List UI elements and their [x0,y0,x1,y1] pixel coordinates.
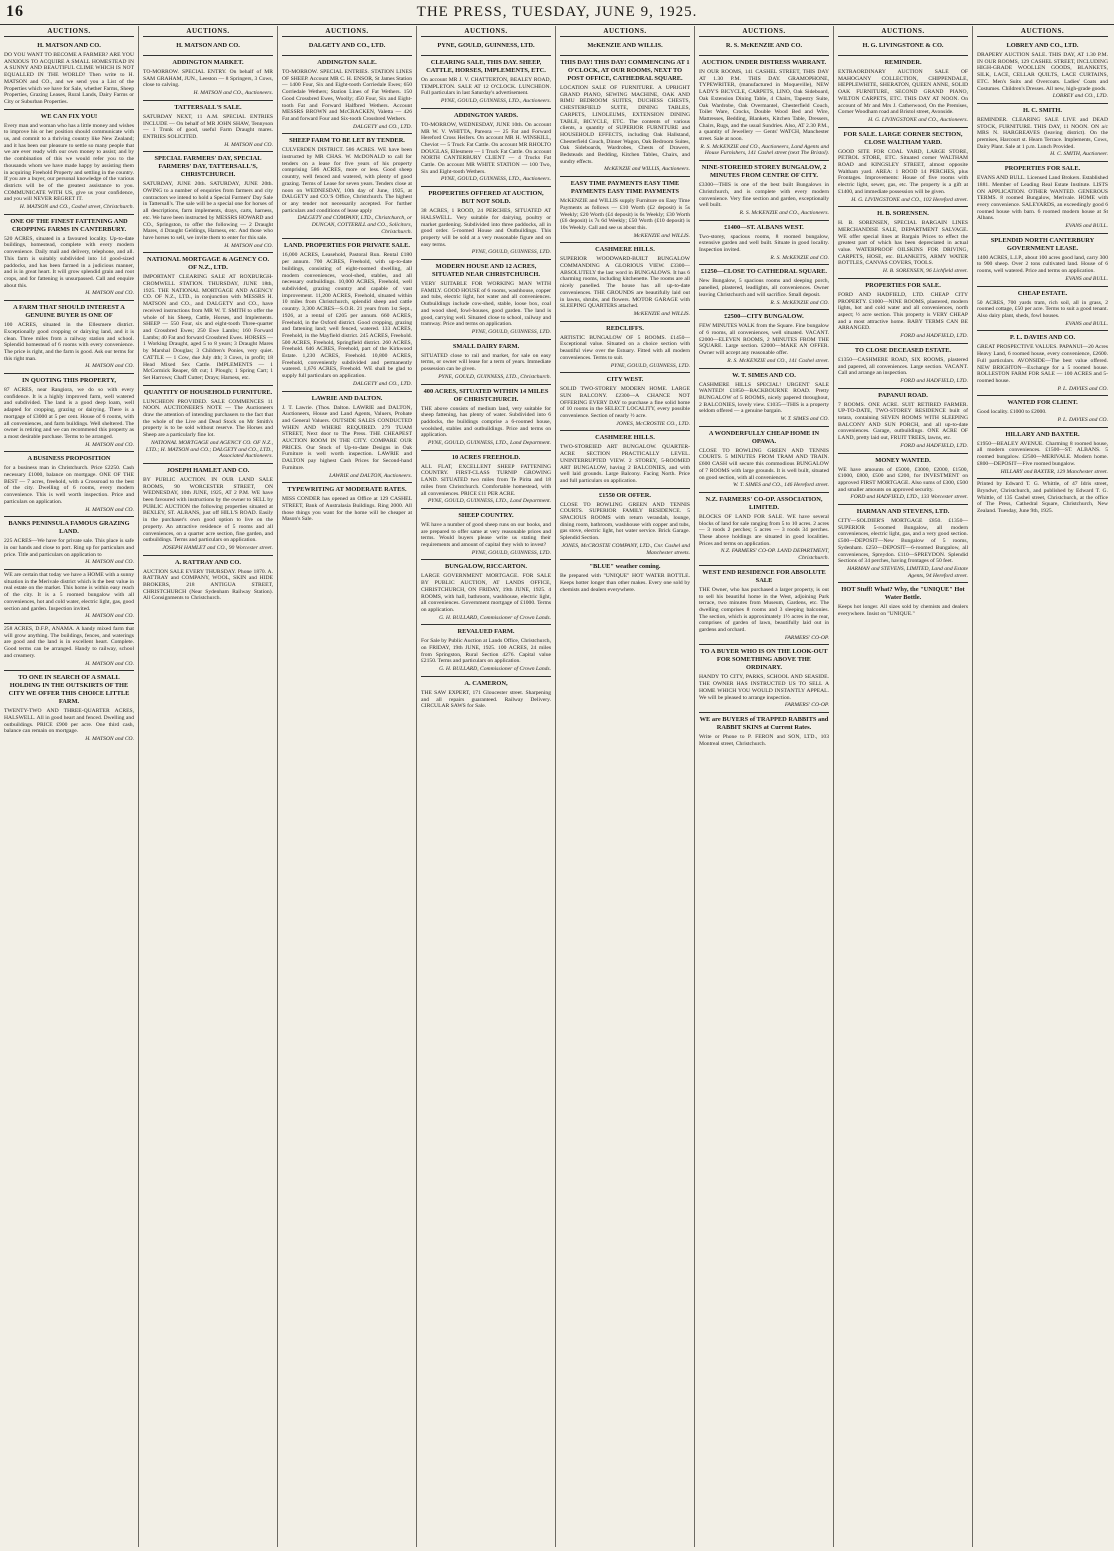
advertisement [977,234,1108,287]
ad-signature: H. G. LIVINGSTONE and CO., Auctioneers. [868,116,968,123]
ad-title: CLEARING SALE, THIS DAY. SHEEP, CATTLE, HORSES, IMPLEMENTS, ETC. [426,59,546,74]
column-1 [0,26,139,1547]
ad-signature: G. H. BULLARD, Commissioner of Crown Lands. [439,666,551,673]
ad-body: IMPORTANT CLEARING SALE AT ROXBURGH-CROMWELL STATION. THURSDAY, JUNE 18th, 1925. THE NATIONAL MORTGAGE AND AGENCY CO. OF N.Z., LTD., in conjunction with MESSRS H. MATSON and CO., and DALGETY and CO., have received instructions from MR W. T. SMITH to offer the whole of his Sheep, Cattle, Horses, and Implements. SHEEP — 550 Four, six and eight-tooth Three-quarter and Crossbred Ewes; 250 Ewe Lambs; 160 Forward Lambs; 40 Fat and forward Crossbred Ewes. HORSES — 1 Working Draught, aged 5 to 8 years; 3 Draught Mares by Marshal Douglas; 3 Children's Ponies, very quiet. CATTLE — 1 Cow, due July 4th; 3 Cows, in profit; 18 Head Mixed Sex Cattle. IMPLEMENTS — 1 McCormick Reaper, 6ft cut; 1 Plough; 1 Spring Cart; 1 Set Harrows; Chaff Cutter; Drays; Harness, etc. [143,274,273,381]
ad-body: LUNCHEON PROVIDED. SALE COMMENCES 11 NOON. AUCTIONEER'S NOTE — The Auctioneers draw the attention of intending purchasers to the fact that the whole of the Live and Dead Stock on Mr Smith's property is to be sold without reserve. The Horses and Sheep are a particularly fine lot. [143,398,273,439]
ad-title: HARMAN AND STEVENS, LTD. [856,508,950,516]
ad-signature: PYNE, GOULD, GUINNESS, LTD. [471,328,551,335]
ad-body: SATURDAY NEXT, 11 A.M. SPECIAL ENTRIES INCLUDE — On behalf of MR JOHN SHAW, Tennyson — 1 Trunk of good, useful Farm Draught mares. ENTRIES SOLICITED. [143,113,273,140]
ad-title: PROPERTIES FOR SALE. [1004,165,1081,173]
ad-title: LOBREY AND CO., LTD. [1006,42,1079,49]
ad-body: GOOD SITE FOR COAL YARD, LARGE STORE, PETROL STORE, ETC. Situated corner WALTHAM ROAD and KINGSLEY STREET, almost opposite Waltham yard. AREA: 1 ROOD 14 PERCHES, plus Frontages. Improvements: House of five rooms with electric light, sewer, gas, etc. The property is a gift at £1400, and immediate possession will be given. [838,148,968,195]
ad-body: WE have amounts of £5000, £3000, £2000, £1500, £1000, £800, £500 and £200, for INVESTMENT on approved FIRST MORTGAGE. Also sums of £300, £500 and smaller amounts on approved security. [838,466,968,493]
advertisement [421,340,551,385]
column-4 [417,26,556,1547]
ad-body: 520 ACRES, situated in a favoured locality. Up-to-date buildings, homestead, complete with every modern convenience. Daily mail and delivery, telephone, and all. This farm is suitably subdivided into 14 good-sized paddocks, and has been farmed in a judicious manner, and is in great heart. It will grow splendid grain and root crops, and for fattening is unsurpassed. Call and enquire about this. [4,235,134,289]
ad-signature: R. S. McKENZIE and CO., 141 Cashel street. [727,357,829,364]
ad-title: REVALUED FARM. [457,628,515,636]
advertisement [421,56,551,109]
ad-body: CLOSE TO BOWLING GREEN AND TENNIS COURTS. SUPERIOR FAMILY RESIDENCE. 5 SPACIOUS ROOMS with return verandah, lounge, dining room, bathroom, washhouse with copper and tubs, gas stove, electric light, hot water service. Brick Garage. Splendid Section. [560,501,690,542]
advertisement [4,624,134,671]
ad-body: 100 ACRES, situated in the Ellesmere district. Exceptionally good cropping or dairying land, and it is clean. Three miles from a railway station and school. Splendid homestead of 6 rooms with every convenience. The price is right, and the farm is good. Ask our terms for this right man. [4,322,134,362]
column-heading: AUCTIONS. [4,26,134,37]
ad-body: Printed by Edward T. G. Whittle, of 47 Idris street, Bryndwr, Christchurch, and published by Edward T. G. Whittle, of 135 Cashel street, Christchurch, at the office of The Press, Cathedral Square, Christchurch, New Zealand. Tuesday, June 9th, 1925. [977,481,1108,515]
ad-body: GREAT PROSPECTIVE VALUES. PAPANUI—20 Acres Heavy Land, 6 roomed house, every convenience, £2600. Full particulars. AVONSIDE—The best value offered. NEW BRIGHTON—Exchange for a 5 roomed house. ROLLESTON FARM FOR SALE — 100 ACRES and 5-roomed house. [977,344,1108,384]
ad-title: "BLUE" weather coming. [589,563,661,571]
ad-title: R. S. McKENZIE AND CO. [725,42,803,49]
ad-title: SPLENDID NORTH CANTERBURY GOVERNMENT LEASE. [990,236,1095,252]
ad-title: CHEAP ESTATE. [1017,289,1068,297]
ad-signature: EVANS and BULL. [1065,223,1108,230]
ad-title: ADDINGTON MARKET. [172,59,244,66]
ad-title: BUNGALOW, RICCARTON. [445,563,527,571]
ad-body: McKENZIE and WILLIS supply Furniture on Easy Time Payments as follows — £10 Worth (£2 deposit) is 5s Weekly; £20 Worth (£4 deposit) is 6s Weekly; £30 Worth (£6 deposit) is 7s 6d Weekly; £50 Worth (£10 deposit) is 10s Weekly. Call and see us about this. [560,198,690,231]
ad-body: 225 ACRES—We have for private sale. This place is safe in our hands and close to port. Ring up for particulars and price. Title and particulars on application to [4,538,134,558]
ad-signature: W. T. SIMES and CO., 146 Hereford street. [732,482,829,489]
advertisement [143,56,273,101]
ad-title: WE are BUYERS of TRAPPED RABBITS and RABBIT SKINS at Current Rates. [699,716,829,731]
column-heading: AUCTIONS. [560,26,690,37]
ad-body: BLOCKS OF LAND FOR SALE. WE have several blocks of land for sale ranging from 5 to 10 acres. 2 acres — 3 roods 2 perches; 5 acres — 3 roods 34 perches. These above holdings are situated in good localities. Prices and terms on application. [699,513,829,547]
ad-signature: R. S. McKENZIE and CO. [770,254,829,261]
ad-body: ARTISTIC BUNGALOW OF 5 ROOMS. £1450—Exceptional value. Situated on a choice section with beautiful view over the Estuary. Fitted with all modern conveniences. Terms to suit. [560,334,690,361]
advertisement [699,39,829,56]
column-5 [556,26,695,1547]
ad-title: CASHMERE HILLS. [595,246,655,254]
ad-signature: PYNE, GOULD, GUINNESS, LTD., Christchurch. [438,373,551,380]
advertisement [143,152,273,253]
advertisement [838,207,968,279]
advertisement [560,56,690,177]
ad-body: LARGE GOVERNMENT MORTGAGE. FOR SALE BY PUBLIC AUCTION, AT LANDS OFFICE, CHRISTCHURCH, ON FRIDAY, 19th JUNE, 1925. 4 ROOMS, with hall, bathroom, washhouse, electric light, all conveniences. Government mortgage of £1000. Terms on application. [421,573,551,613]
advertisement [838,39,968,56]
ad-signature: H. MATSON and CO. [85,290,134,297]
ad-body: BY PUBLIC AUCTION. IN OUR LAND SALE ROOMS, 90 WORCESTER STREET, ON WEDNESDAY, 10th JUNE, 1925, AT 2 P.M. WE have been favoured with instructions by the owner to SELL by PUBLIC AUCTION the following properties situated at BEXLEY, ST. ALBANS, just off HILL'S ROAD. Easily in the purchaser's own good option to live on the property. An attractive residence of 5 rooms and all conveniences, on a quarter acre section, fine garden, and outbuildings. Terms and particulars on application. [143,476,273,544]
ad-title: WANTED FOR CLIENT. [1007,399,1078,407]
ad-title: EASY TIME PAYMENTS EASY TIME PAYMENTS EASY TIME PAYMENTS [570,180,680,196]
ad-title: SPECIAL FARMERS' DAY, SPECIAL FARMERS' DAY, TATTERSALL'S, CHRISTCHURCH. [154,155,262,179]
ad-body: £1950—BEALEY AVENUE. Charming 8 roomed house, all modern conveniences. £1500—ST. ALBANS. 5 roomed bungalow. £2500—MERIVALE. Modern home. £800—DEPOSIT—Five roomed bungalow. [977,440,1108,467]
ad-title: ADDINGTON YARDS. [453,111,519,119]
ad-title: MODERN HOUSE AND 12 ACRES, SITUATED NEAR CHRISTCHURCH. [431,263,540,279]
ad-body: TO-MORROW. SPECIAL ENTRY. On behalf of MR SAM GRAHAM, JUN., Leeston — 8 Springers, 3 Cows, close to calving. [143,69,273,89]
ad-signature: H. MATSON and CO. [85,363,134,370]
ad-body: EXTRAORDINARY AUCTION SALE OF MAHOGANY COLLECTION, CHIPPENDALE, HEPPLEWHITE, SHERATON, QUEEN ANNE, SOLID OAK FURNITURE, SECOND GRAND PIANO, WILTON CARPETS, ETC. THIS DAY AT NOON. On account of Mr and Mrs J. Catherwood, On the Premises, Corner Woodham road and Bristol street, Avonside. [838,69,968,116]
advertisement [4,570,134,624]
column-heading: AUCTIONS. [838,26,968,37]
ad-body: REMINDER. CLEARING SALE LIVE and DEAD STOCK, FURNITURE. THIS DAY, 11 NOON. ON a/c MRS N. HARGREAVES (leaving district). On the premises, Harcourt st. Hearn Terrace. Implements, Cows, Dairy Plant. Sale at 1 p.m. Lunch Provided. [977,116,1108,150]
advertisement [699,493,829,566]
advertisement [4,39,134,110]
ad-title: REMINDER. [884,59,922,66]
ad-title: A. RATTRAY AND CO. [175,558,241,566]
ad-signature: DALGETY and CO., LTD. [353,380,412,387]
ad-body: £3300—THIS is one of the best built Bungalows in Christchurch, and is complete with every modern convenience. Very fine section and garden, exceptionally well built. [699,182,829,209]
advertisement [977,428,1108,480]
advertisement [143,101,273,153]
ad-signature: N.Z. FARMERS' CO-OP. LAND DEPARTMENT, Christchurch. [720,548,829,562]
ad-title: LAND. PROPERTIES FOR PRIVATE SALE. [284,242,410,250]
ad-signature: P. L. DAVIES and CO. [1057,417,1108,424]
advertisement [560,560,690,596]
ad-title: McKENZIE AND WILLIS. [587,42,663,49]
advertisement [421,560,551,625]
ad-title: £1400—ST. ALBANS WEST. [724,223,804,231]
ad-title: TO ONE IN SEARCH OF A SMALL HOLDING IN THE OUTSKIRTS OF THE CITY WE OFFER THIS CHOICE LITTLE FARM. [8,674,130,706]
ad-body: TWENTY-TWO AND THREE-QUARTER ACRES, HALSWELL. All in good heart and fenced. Dwelling and outbuildings. PRICE £900 per acre. One third cash, balance can remain on mortgage. [4,708,134,735]
ad-signature: FARMERS' CO-OP. [784,702,829,709]
advertisement [143,464,273,556]
ad-title: 10 ACRES FREEHOLD. [451,453,521,461]
ad-title: N.Z. FARMERS' CO-OP. ASSOCIATION, LIMITED. [705,495,823,511]
ad-body: AUCTION SALE EVERY THURSDAY. Phone 1870. A. RATTRAY and COMPANY, WOOL, SKIN and HIDE BROKERS, 218 ANTIGUA STREET, CHRISTCHURCH (Near Sydenham Railway Station). All Consignments to Christchurch. [143,568,273,602]
column-heading: AUCTIONS. [282,26,412,37]
advertisement [143,39,273,56]
ad-signature: FORD and HADFIELD, LTD. [900,333,968,340]
ad-title: NATIONAL MORTGAGE & AGENCY CO. OF N.Z., LTD. [146,256,270,272]
advertisement [977,287,1108,332]
ad-signature: PYNE, GOULD, GUINNESS, LTD., Land Department. [427,440,551,447]
ad-body: DO YOU WANT TO BECOME A FARMER? ARE YOU ANXIOUS TO ACQUIRE A SMALL HOMESTEAD IN A SUNNY AND BEAUTIFUL CLIME WHICH IS NOT EQUALLED IN THE WORLD? Then write to H. MATSON and CO., and we send you a List of the Properties which we have for Sale, whether Farms, Sheep Properties, Grazing Leases, Rural Lands, Dairy Farms or City or Suburban Properties. [4,52,134,105]
ad-title: THIS DAY! THIS DAY! COMMENCING AT 1 O'CLOCK, AT OUR ROOMS, NEXT TO POST OFFICE, CATHEDRAL SQUARE. [560,59,690,82]
ad-signature: LAWRIE and DALTON, Auctioneers. [329,472,412,479]
ad-body: 258 ACRES, D.F.P., ANAMA. A handy mixed farm that will grow anything. The buildings, fences, and waterings are good and the land is in excellent heart. Complete. Good terms can be arranged. Handy to railway, school and creamery. [4,626,134,659]
ad-title: SMALL DAIRY FARM. [452,342,520,350]
ad-signature: EVANS and BULL. [1065,320,1108,327]
ad-signature: PYNE, GOULD, GUINNESS, LTD., Auctioneers. [440,98,551,105]
ad-body: Keeps hot longer. All sizes sold by chemists and dealers everywhere. Insist on "UNIQUE." [838,604,968,618]
ad-title: PROPERTIES OFFERED AT AUCTION, BUT NOT SOLD. [428,190,544,206]
advertisement [282,239,412,391]
ad-signature: McKENZIE and WILLIS. [633,232,690,239]
advertisement [560,177,690,243]
advertisement [977,39,1108,104]
advertisement [421,385,551,451]
ad-signature: DALGETY and CO., LTD. [353,123,412,130]
advertisement [4,301,134,374]
column-7 [834,26,973,1547]
advertisement [560,431,690,488]
advertisement [421,625,551,677]
ad-signature: R. S. McKENZIE and CO., Auctioneers. [739,209,829,216]
ad-title: FOR SALE. LARGE CORNER SECTION, CLOSE WALTHAM YARD. [843,130,963,146]
ad-signature: PYNE, GOULD, GUINNESS, LTD. [471,249,551,256]
ad-signature: DALGETY and COMPANY, LTD., Christchurch, or DUNCAN, COTTERILL and CO., Solicitors, Christchurch. [297,215,412,235]
ad-body: LOCATION SALE OF FURNITURE. A UPRIGHT GRAND PIANO, SEWING MACHINE, OAK AND RIMU BEDROOM SUITES, DUCHESS CHESTS, CHESTERFIELD SUITE, DINING TABLES, CARPETS, LINOLEUMS, EXTENSION DINING TABLE, BICYCLE, ETC. The contents of various clients, a quantity of SUPERIOR FURNITURE and HOUSEHOLD EFFECTS, including Oak Hallstand, Chesterfield Couch, Dinner Wagon, Oak Bedroom Suites, Oak Sideboards, Wardrobes, Chests of Drawers, Bedsteads and Bedding, Kitchen Tables, Chairs, and sundry effects. [560,85,690,165]
advertisement [143,386,273,464]
advertisement [699,427,829,493]
advertisement [977,331,1108,396]
ad-body: SUPERIOR WOODWARD-BUILT BUNGALOW COMMANDING A GLORIOUS VIEW. £3300—ABSOLUTELY the last word in BUNGALOWS. It has 6 charming rooms, including kitchenette. The rooms are all nicely panelled. The house has all up-to-date conveniences. THE GROUNDS are beautifully laid out in lawns, shrubs, and flowers. MOTOR GARAGE with SLEEPING QUARTERS attached. [560,256,690,310]
ad-title: PROPERTIES FOR SALE. [865,281,941,289]
advertisement [143,556,273,606]
ad-body: HANDY TO CITY, PARKS, SCHOOL AND SEASIDE. THE OWNER HAS INSTRUCTED US TO SELL A HOME WHICH YOU WOULD INSTANTLY APPEAL. We will be pleased to arrange inspection. [699,674,829,701]
ad-signature: FORD and HADFIELD, LTD. [900,442,968,449]
ad-title: H. C. SMITH. [1023,106,1062,114]
ad-body: TWO-STOREIED ART BUNGALOW. QUARTER-ACRE SECTION PRACTICALLY LEVEL. UNINTERRUPTED VIEW. 2 STOREY, 5-ROOMED ART BUNGALOW, having 2 BALCONIES, and with well laid grounds. Large Balcony. Facing North. Price and full particulars on application. [560,444,690,484]
ad-title: ADDINGTON SALE. [317,59,377,66]
ad-signature: LOBREY and CO., LTD. [1052,93,1108,100]
ad-body: WE are certain that today we have a HOME with a sunny situation in the Merivale district which is the best value in real estate on the market. This home is within easy reach of the city. It is a 5 roomed bungalow with all conveniences, hot and cold water, electric light, gas, good section and garden. Inspection invited. [4,572,134,612]
ad-title: £2500—CITY BUNGALOW. [724,313,804,321]
ad-title: MONEY WANTED. [875,456,931,464]
ad-signature: FORD and HADFIELD, LTD. [900,377,968,384]
ad-body: 38 ACRES, 1 ROOD, 24 PERCHES, SITUATED AT HALSWELL. Very suitable for dairying, poultry or market gardening. Subdivided into three paddocks, all in good order. 5-roomed House and Outbuildings. This property will be sold at a very reasonable figure and on easy terms. [421,208,551,248]
advertisement [421,451,551,509]
ad-signature: H. MATSON and CO. [224,242,273,249]
ad-title: DALGETY AND CO., LTD. [308,42,386,49]
advertisement [977,104,1108,162]
ad-title: HILLARY AND BAXTER. [1005,430,1080,438]
ad-title: A. CAMERON, [464,679,508,687]
ad-body: SATURDAY, JUNE 20th. SATURDAY, JUNE 20th. OWING to a number of enquiries from farmers and city contractors we intend to hold a Special Farmers' Day Sale in Tattersall's. The sale will be a special one for horses of all descriptions, farm implements, drays, carts, harness, etc. We have been instructed by MESSRS HOWARD and CO., Springston, to offer the following — 2 Draught Mares, 4 Draught Geldings, Harness, etc. And those who have horses to sell, we invite them to enter for this sale. [143,181,273,241]
advertisement [4,374,134,452]
ad-title: H. B. SORENSEN. [877,210,929,218]
ad-signature: G. H. BULLARD, Commissioner of Crown Lands. [439,614,551,621]
ad-signature: PYNE, GOULD, GUINNESS, LTD., Auctioneers. [440,176,551,183]
ad-title: PYNE, GOULD, GUINNESS, LTD. [437,42,535,49]
ad-signature: H. B. SORENSEN, 96 Lichfield street. [882,268,968,275]
advertisement [699,221,829,266]
advertisement [143,253,273,385]
ad-body: THE SAW EXPERT, 171 Gloucester street. Sharpening and all repairs guaranteed. Railway Delivery. CIRCULAR SAWS for Sale. [421,689,551,710]
ad-signature: McKENZIE and WILLIS, Auctioneers. [604,166,690,173]
ad-title: SHEEP COUNTRY. [458,511,514,519]
advertisement [421,109,551,187]
ad-body: Write or Phone to P. FERON and SON, LTD., 103 Montreal street, Christchurch. [699,734,829,747]
ad-title: H. G. LIVINGSTONE & CO. [862,42,944,49]
ad-body: On account MR J. V. CHATTERTON, BEALEY ROAD, TEMPLETON. SALE AT 12 O'CLOCK. LUNCHEON. Full particulars in last Saturday's advertisement. [421,77,551,97]
ad-signature: R. S. McKENZIE and CO., Auctioneers, Land Agents and House Furnishers, 141 Cashel street (next The Bristol). [700,143,829,157]
advertisement [282,56,412,134]
column-8 [973,26,1112,1547]
ad-title: TO CLOSE DECEASED ESTATE. [854,346,952,354]
ad-title: QUANTITY OF HOUSEHOLD FURNITURE. [143,388,273,396]
advertisement [699,369,829,427]
ad-signature: H. MATSON and CO. [85,441,134,448]
ad-body: VERY SUITABLE FOR WORKING MAN WITH FAMILY. GOOD HOUSE of 6 rooms, washhouse, copper and tubs, electric light, hot water and all conveniences. Outbuildings include cow-shed, stable, loose box, coal and wood shed, fowl-houses, good garden. The land is good, carrying well. Situated close to school, railway and tramway. Price and terms on application. [421,281,551,328]
ad-signature: HILLARY and BAXTER, 129 Manchester street. [1000,468,1108,475]
ad-body: Be prepared with "UNIQUE" HOT WATER BOTTLE. Keeps hotter longer than other makes. Every one sold by chemists and dealers everywhere. [560,573,690,593]
advertisement [838,389,968,454]
ad-body: H. B. SORENSEN, SPECIAL BARGAIN LINES MERCHANDISE SALE, DEPARTMENT SALVAGE. WE offer special lines at Bargain Prices to effect the greatest part of which has been depreciated in actual value. WATERPROOF OILSKINS FOR DRIVING, CARPETS, HOSE, etc. BLANKETS, ARMY WATER BOTTLES, CANVAS COVERS, TOOLS. [838,220,968,267]
advertisement [421,509,551,561]
ad-title: A WONDERFULLY CHEAP HOME IN OPAWA. [708,429,820,445]
advertisement [4,452,134,517]
ad-title: CASHMERE HILLS. [595,434,655,442]
ad-signature: HARMAN and STEVENS, LIMITED, Land and Estate Agents, 94 Hereford street. [847,565,968,579]
ad-title: TATTERSALL'S SALE. [174,103,242,111]
ad-signature: PYNE, GOULD, GUINNESS, LTD., Land Department. [427,498,551,505]
ad-title: TYPEWRITING AT MODERATE RATES. [287,486,407,494]
ad-title: WE CAN FIX YOU! [40,112,98,120]
column-heading: AUCTIONS. [977,26,1108,37]
ad-body: J. T. Lawrie. (Thos. Dalton. LAWRIE and DALTON, Auctioneers, House and Land Agents, Valuers, Probate and General Valuers. OUTSIDE SALES CONDUCTED WHEN AND WHERE REQUIRED. 279 TUAM STREET, Next door to The Press. THE CHEAPEST AUCTION ROOM IN THE CITY. COMPARE OUR PRICES. Our Stock of Up-to-date Designs in Oak Furniture is well worth inspection. LAWRIE and DALTON pay highest Cash Prices for Second-hand Furniture. [282,404,412,471]
ad-title: A FARM THAT SHOULD INTEREST A GENUINE BUYER IS ONE OF [13,304,125,320]
ad-body: MISS CONDER has opened an Office at 129 CASHEL STREET, Bank of Australasia Buildings. Ring 2000. All those things you want for the home will be cheaper at Mason's Sale. [282,496,412,523]
ad-title: IN QUOTING THIS PROPERTY, [22,377,116,385]
ad-body: £1350—CASHMERE ROAD, SIX ROOMS, plastered and papered, all conveniences. Large section. VACANT. Call and arrange an inspection. [838,356,968,377]
ad-body: THE above consists of medium land, very suitable for sheep fattening, has plenty of water. Subdivided into 6 paddocks, the buildings comprise a 6-roomed house, woolshed, stables and outbuildings. Price and terms on application. [421,405,551,439]
advertisement [838,583,968,620]
advertisement [560,243,690,321]
ad-title: ONE OF THE FINEST FATTENING AND CROPPING FARMS IN CANTERBURY. [10,217,128,233]
ad-body: FEW MINUTES WALK from the Square. Fine bungalow of 6 rooms, all conveniences, well situated. VACANT. £2000—ELEVEN ROOMS, 2 MINUTES FROM THE SQUARE. Large section. £2000—MAKE AN OFFER. Owner will accept any reasonable offer. [699,323,829,357]
advertisement [560,39,690,56]
column-heading: AUCTIONS. [699,26,829,37]
ad-signature: H. C. SMITH, Auctioneer. [1050,151,1108,158]
ad-signature: H. MATSON and CO. [85,736,134,743]
advertisement [4,215,134,301]
ad-title: A BUSINESS PROPOSITION [27,455,111,463]
advertisement [699,161,829,221]
ad-signature: JONES, McCROSTIE COMPANY, LTD., Cnr. Cashel and Manchester streets. [561,542,690,556]
advertisement [838,128,968,208]
newspaper-title: THE PRESS, TUESDAY, JUNE 9, 1925. [416,3,698,20]
ad-body: Two-storey, spacious rooms, 8 roomed bungalow, extensive garden and well built. Situate in good locality. Inspection invited. [699,233,829,254]
ad-signature: H. MATSON and CO. [224,141,273,148]
ad-signature: EVANS and BULL. [1065,275,1108,282]
ad-body: DRAPERY AUCTION SALE. THIS DAY, AT 1.30 P.M. IN OUR ROOMS, 129 CASHEL STREET, INCLUDING HIGH-GRADE WOOLLEN GOODS, BLANKETS, SILK, LACE, CELLAR QUILTS, LACE CURTAINS, ETC. Men's Suits and Overcoats. Ladies' Coats and Costumes. Children's Dresses. All new, high-grade goods. [977,52,1108,92]
ad-signature: H. MATSON and CO. [85,559,134,566]
ad-title: NINE-STOREIED STOREY BUNGALOW, 2 MINUTES FROM CENTRE OF CITY. [701,164,827,180]
ad-body: TO-MORROW. SPECIAL ENTRIES. STATION LINES OF SHEEP. Account MR C. H. ENSOR, St James Station — 1400 Four, Six and Eight-tooth Corriedale Ewes; 650 Corriedale Wethers; Station Lines of Fat Wethers. 150 Good Crossbred Ewes, Woolly; 450 Four, Six and Eight-tooth Fat and Forward Halfbred Wethers. Account MESSRS BROWN and McCRACKEN, Valetta — 426 Fat and forward Four and Six-tooth Crossbred Wethers. [282,69,412,122]
ad-signature: JONES, McCROSTIE CO., LTD. [616,420,690,427]
masthead [0,0,1114,25]
ad-title: CITY WEST. [606,376,644,384]
ad-body: THE Owner, who has purchased a larger property, is out to sell his beautiful home in the West, adjoining Park terrace, two minutes from Museum, Gardens, etc. The dwelling comprises 8 rooms and 3 sleeping balconies. The section, which is approximately 1½ acres in the rear, comprises of garden of lawn, beautifully laid out in gardens and orchard. [699,586,829,634]
advertisement [699,645,829,713]
ad-signature: R. S. McKENZIE and CO. [770,299,829,306]
advertisement [699,713,829,750]
ad-body: New Bungalow, 5 spacious rooms and sleeping porch, panelled, plastered, leadlights, all conveniences. Owner leaving Christchurch and will sacrifice. Small deposit. [699,278,829,298]
ad-body: SITUATED close to rail and market, for sale on easy terms, or owner will lease for a term of years. Immediate possession can be given. [421,352,551,373]
advertisement [838,454,968,506]
ad-body: Every man and woman who has a little money and wishes to improve his or her position should communicate with us, and commit to a thriving country like New Zealand; and it has been our pleasure to settle so many people that we are ever ready with our own money to assist; and by the combination of this we would refer you to the thousands whom we have made happy by assisting them in acquiring Freehold Property and settling in the country. If you are a buyer, our personal knowledge of the various districts will be of the greatest assistance to you. COMMUNICATE WITH US, give us your confidence, and you will NEVER REGRET IT. [4,122,134,203]
ad-title: H. MATSON AND CO. [176,42,240,49]
ad-title: BANKS PENINSULA FAMOUS GRAZING LAND. [8,520,130,536]
ad-title: JOSEPH HAMLET AND CO. [166,466,250,474]
advertisement [699,265,829,310]
ad-body: ALL FLAT, EXCELLENT SHEEP FATTENING COUNTRY. FIRST-CLASS TURNIP GROWING LAND. SITUATED two miles from Te Pirita and 18 miles from Christchurch. Comfortable homestead, with all conveniences. PRICE £11 PER ACRE. [421,463,551,497]
ad-title: TO A BUYER WHO IS ON THE LOOK-OUT FOR SOMETHING ABOVE THE ORDINARY. [700,648,828,672]
advertisement [421,677,551,713]
ad-body: 50 ACRES, 700 yards tram, rich soil, all in grass, 2 roomed cottage, £50 per acre. Terms to suit a good tenant. Also dairy plant, sheds, fowl houses. [977,299,1108,319]
columns-container [0,26,1114,1547]
advertisement [977,162,1108,234]
ad-body: 16,000 ACRES, Leasehold, Pastoral Run. Rental £180 per annum. 700 ACRES, Freehold, with up-to-date buildings, consisting of eight-roomed dwelling, all modern conveniences, wool-shed, stables, and all necessary outbuildings. 10,000 ACRES, Freehold, well subdivided, grazing country and capable of vast improvement. 11,200 ACRES, Freehold, situated within 10 miles from Christchurch, splendid sheep and cattle country. 3,300 ACRES—S.O.R. 21 years from 1st Sept., 1926, at a rental of £205 per annum. 660 ACRES, Freehold, in the Oxford district. Good cropping, grazing and fattening land; well fenced, watered. 133 ACRES, Freehold, in the Mayfield district. 245 ACRES, Freehold. 500 ACRES, Freehold, Springfield district. 260 ACRES, Freehold. 646 ACRES, Freehold, part of the Kirkwood Estate. 1,230 ACRES, Freehold. 10,800 ACRES, Freehold, conveniently subdivided and permanently watered. 1,676 ACRES, Freehold. WE shall be glad to supply full particulars on application. [282,252,412,380]
ad-signature: McKENZIE and WILLIS. [633,310,690,317]
ad-title: PAPANUI ROAD. [878,391,928,399]
ad-body: SOLID TWO-STOREY MODERN HOME. LARGE SUN BALCONY. £2300—A CHANCE NOT OFFERING EVERY DAY to purchase a fine solid home of 10 rooms in the SELECT LOCALITY, every possible convenience. Section of nearly ½ acre. [560,386,690,420]
ad-body: For Sale by Public Auction at Lands Office, Christchurch, on FRIDAY, 19th JUNE, 1925. 100 ACRES, 24 miles from Springston, Rural Section 4276. Capital value £2150. Terms and particulars on application. [421,638,551,665]
column-heading: AUCTIONS. [143,26,273,37]
ad-signature: PYNE, GOULD, GUINNESS, LTD. [471,549,551,556]
ad-body: IN OUR ROOMS, 141 CASHEL STREET, THIS DAY AT 1.30 P.M. THIS DAY. GRAMOPHONE, TYPEWRITER, (manufactured in Moqueville), NEW LADY'S BICYCLE, CARPETS, LINO, Oak Sideboard, Oak Extension Dining Table, 4 Chairs, Tapestry Suite, Oak Wardrobe, Oak Overmantel, Chesterfield Couch, Toilet Ware, Crocks, Double Wood Bed and Wire, Mattresses, Bedding, Blankets, Kitchen Table, Dressers, Chairs, Rugs, and the usual Sundries. Also, AT 2.30 P.M., a quantity of Jewellery — Gents' WATCH, Manchester street. Sale at noon. [699,69,829,143]
ad-title: P. L. DAVIES AND CO. [1009,334,1076,342]
ad-body: WE have a number of good sheep runs on our books, and are prepared to offer same at very reasonable prices and terms. Would buyers please write us stating their requirements and amount of capital they wish to invest? [421,521,551,549]
ad-body: Good locality. £1000 to £2000. [977,409,1047,416]
advertisement [977,396,1108,427]
advertisement [838,344,968,389]
ad-title: REDCLIFFS. [606,324,644,332]
column-3 [278,26,417,1547]
ad-body: CASHMERE HILLS SPECIAL! URGENT SALE WANTED! £1850—BACKBOURNE ROAD. Pretty BUNGALOW of 5 ROOMS, nicely papered throughout, 2 BALCONIES, lovely view. £1035—THIS is a property seldom offered — a genuine bargain. [699,381,829,415]
advertisement [699,56,829,161]
ad-signature: H. MATSON and CO. [85,506,134,513]
ad-title: SHEEP FARM TO BE LET BY TENDER. [289,137,405,145]
advertisement [838,56,968,128]
ad-body: for a business man in Christchurch. Price £2250. Cash necessary £1000, balance on mortgage. ONE OF THE BEST — 7 acres, freehold, with a Crossroad to the best of the city. Dwelling of 6 rooms, every modern convenience. This is well worth inspection. Price and particulars on application. [4,465,134,505]
advertisement [699,310,829,368]
ad-body: TO-MORROW, WEDNESDAY, JUNE 10th. On account MR W. V. WHITTA, Pareora — 25 Fat and Forward Hereford Cross Heifers. On account MR H. WINSKILL, Cheviot — 5 Truck Fat Cattle. On account MR RHOLTO DOUGLAS, Ellesmere — 1 Truck Fat Cattle. On account NORTH CANTERBURY CLIENT — 4 Trucks Fat Cattle. On account MR WHITE STATION — 100 Two, Six and Eight-tooth Wethers. [421,121,551,175]
ad-signature: FARMERS' CO-OP. [784,634,829,641]
ad-signature: H. G. LIVINGSTONE and CO., 102 Hereford street. [851,196,968,203]
ad-signature: NATIONAL MORTGAGE and AGENCY CO. OF N.Z., LTD.; H. MATSON and CO.; DALGETY and CO., LTD., Associated Auctioneers. [145,439,273,460]
ad-body: EVANS AND BULL. Licensed Land Brokers. Established 1881. Member of Leading Real Estate Institute. LISTS ON APPLICATION. OTHER WANTED. GENEROUS TERMS. 8 roomed Bungalow, Merivale. HOME with every convenience. SALEYARDS, an exceedingly good 6 roomed house with barn. 6 roomed modern house at St Albans. [977,175,1108,222]
ad-title: HOT Stuff! What? Why, the "UNIQUE" Hot Water Bottle. [841,586,965,602]
ad-signature: PYNE, GOULD, GUINNESS, LTD. [610,362,690,369]
ad-body: CULVERDEN DISTRICT. 586 ACRES. WE have been instructed by MR CHAS. W. McDONALD to call for tenders on a lease for five years of his property comprising 586 ACRES, more or less. Good sheep country, well fenced and watered, with plenty of good grazing. Terms of Lease for seven years. Tenders close at noon on WEDNESDAY, 10th day of June, 1925, at DALGETY and CO.'S Office, Christchurch. The highest or any tender not necessarily accepted. For further particulars and conditions of lease apply [282,147,412,214]
advertisement [560,322,690,374]
advertisement [977,479,1108,518]
column-heading: AUCTIONS. [421,26,551,37]
advertisement [560,489,690,561]
ad-title: H. MATSON AND CO. [37,42,101,49]
ad-title: W. T. SIMES AND CO. [732,371,796,379]
ad-body: FORD AND HADFIELD, LTD. CHEAP CITY PROPERTY. £1000—NINE ROOMS, plastered, modern lights, hot and cold water and all conveniences, north aspect; ½ acre section. This property is VERY CHEAP and a most attractive home. BABY TERMS CAN BE ARRANGED. [838,291,968,332]
ad-title: LAWRIE AND DALTON. [311,394,383,402]
ad-signature: H. MATSON and CO. [85,660,134,667]
ad-signature: P. L. DAVIES and CO. [1057,385,1108,392]
advertisement [699,566,829,646]
ad-signature: W. T. SIMES and CO. [780,416,829,423]
advertisement [4,517,134,570]
ad-signature: H. MATSON and CO., Auctioneers. [193,90,273,97]
advertisement [4,110,134,215]
column-6 [695,26,834,1547]
ad-title: £1250—CLOSE TO CATHEDRAL SQUARE. [700,268,828,276]
advertisement [282,39,412,56]
advertisement [4,671,134,746]
ad-body: 1400 ACRES, L.I.P., about 100 acres good land, carry 300 to 900 sheep. Over 2 tons cultivated land. House of 6 rooms, well watered. Price and terms on application. [977,254,1108,275]
ad-signature: H. MATSON and CO. [85,613,134,620]
advertisement [838,279,968,344]
ad-signature: H. MATSON and CO., Cashel street, Christchurch. [19,204,134,211]
ad-body: 87 ACRES, near Rangiora, we do so with every confidence. It is a highly improved farm, well watered and subdivided. The land is a good deep loam, well adapted for cropping, grazing or dairying. There is a mortgage of £3000 at 5 per cent. House of 6 rooms, with all conveniences, and farm buildings. Well sheltered. The owner is retiring and we can recommend this property as a most desirable purchase. Terms to be arranged. [4,387,134,440]
advertisement [282,392,412,484]
column-2 [139,26,278,1547]
advertisement [282,483,412,526]
ad-signature: JOSEPH HAMLET and CO., 90 Worcester street. [162,544,273,551]
ad-body: CLOSE TO BOWLING GREEN AND TENNIS COURTS. 5 MINUTES FROM TRAM AND TRAIN. £600 CASH will secure this commodious BUNGALOW of 7 ROOMS with large grounds. It is well built, situated on good section, with all conveniences. [699,447,829,481]
ad-signature: FORD and HADFIELD, LTD., 133 Worcester street. [850,494,968,501]
advertisement [838,505,968,583]
ad-title: £1550 OR OFFER. [598,491,651,499]
ad-body: CITY—SOLDIER'S MORTGAGE £850. £1350—SUPERIOR 5-roomed Bungalow, all modern conveniences, electric light, gas, and a very good section. £500—DEPOSIT—New Bungalow of 5 rooms, Sydenham. £250—DEPOSIT—6-roomed Bungalow, all conveniences, Spreydon. £110—SPREYDON. Splendid Sections of 34 perches, having frontages of 50 feet. [838,518,968,565]
advertisement [282,134,412,239]
advertisement [421,39,551,56]
page-number: 16 [6,3,24,20]
advertisement [560,373,690,431]
ad-body: 7 ROOMS. ONE ACRE. SUIT RETIRED FARMER. UP-TO-DATE, TWO-STOREY RESIDENCE built of totara, containing SEVEN ROOMS WITH SLEEPING BALCONY AND SUN PORCH, and all up-to-date conveniences. Garage, outbuildings. ONE ACRE OF LAND, pretty laid out, FRUIT TREES, lawns, etc. [838,401,968,442]
ad-title: 400 ACRES, SITUATED WITHIN 14 MILES OF CHRISTCHURCH. [423,387,549,403]
advertisement [421,260,551,340]
ad-title: AUCTION. UNDER DISTRESS WARRANT. [701,59,827,66]
ad-title: WEST END RESIDENCE FOR ABSOLUTE SALE [702,568,826,584]
advertisement [421,187,551,260]
